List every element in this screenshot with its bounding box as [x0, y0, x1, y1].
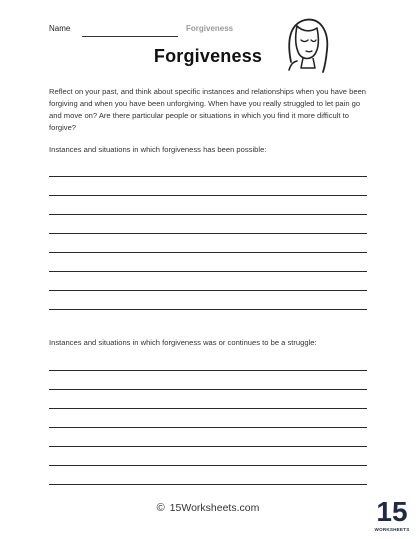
worksheet-title: Forgiveness [153, 46, 263, 66]
answer-line[interactable] [49, 176, 367, 177]
worksheets-logo [374, 494, 410, 534]
answer-line[interactable] [49, 370, 367, 371]
prompt-struggle: Instances and situations in which forgiveness was or continues to be a struggle: [49, 338, 317, 347]
answer-line[interactable] [49, 309, 367, 310]
copyright-icon: © [156, 502, 165, 514]
answer-line[interactable] [49, 389, 367, 390]
logo-word: WORKSHEETS [374, 527, 410, 532]
intro-paragraph: Reflect on your past, and think about specific instances and relationships when you have been forgiving and when you have been unforgiving. When have you really struggled to let pain go and move on? Are there particular people or situations in which you find it more difficult to forgive? [49, 87, 367, 132]
woman-face-illustration [281, 12, 333, 78]
answer-line[interactable] [49, 465, 367, 466]
topic-label: Forgiveness [186, 24, 234, 33]
answer-line[interactable] [49, 252, 367, 253]
answer-line[interactable] [49, 233, 367, 234]
answer-line[interactable] [49, 408, 367, 409]
logo-number: 15 [376, 496, 408, 527]
prompt-possible: Instances and situations in which forgiveness has been possible: [49, 145, 267, 154]
answer-line[interactable] [49, 446, 367, 447]
name-blank-line[interactable] [82, 36, 178, 37]
answer-line[interactable] [49, 271, 367, 272]
name-label: Name [49, 24, 71, 33]
answer-line[interactable] [49, 484, 367, 485]
footer [0, 502, 416, 514]
answer-line[interactable] [49, 290, 367, 291]
footer-site-name[interactable]: 15Worksheets.com [169, 502, 260, 514]
answer-line[interactable] [49, 427, 367, 428]
answer-line[interactable] [49, 214, 367, 215]
answer-line[interactable] [49, 195, 367, 196]
